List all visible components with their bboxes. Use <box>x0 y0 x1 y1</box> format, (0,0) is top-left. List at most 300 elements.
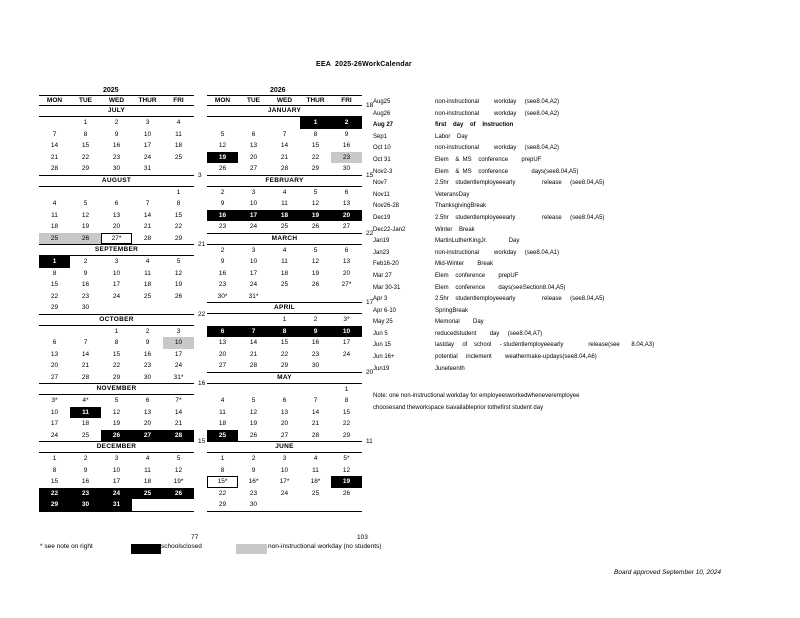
note-date: Jan19 <box>373 238 390 245</box>
day-cell: 29 <box>174 234 183 242</box>
day-cell: 16 <box>311 339 320 346</box>
day-cell: 15* <box>207 476 238 488</box>
note-row <box>373 120 793 132</box>
day-cell: 26 <box>311 281 320 288</box>
day-cell: 27* <box>341 281 352 288</box>
month-june <box>207 438 373 512</box>
day-cell: 29 <box>81 165 90 172</box>
day-cell: 5 <box>313 246 318 254</box>
day-cell <box>269 384 300 396</box>
day-cell: 15 <box>342 408 351 416</box>
month-name: APRIL <box>207 303 362 314</box>
month-may <box>207 368 374 443</box>
day-cell: 2 <box>83 258 88 265</box>
note-text: Juneteenth <box>435 365 465 372</box>
note-date: Nov11 <box>373 191 390 198</box>
legend-noninstructional-label: non-instructional workday (no students) <box>268 543 382 550</box>
day-cell: 4* <box>82 397 89 404</box>
day-cell: 7 <box>238 326 269 338</box>
note-row <box>373 271 793 283</box>
day-cell: 13 <box>50 350 59 358</box>
note-row <box>373 167 793 179</box>
day-cell: 4 <box>282 246 287 254</box>
month-name: FEBRUARY <box>207 176 362 187</box>
day-cell: 21 <box>143 223 152 230</box>
note-text: Elem & MS conference days(see8.04,A5) <box>435 168 579 175</box>
note-text: Elem & MS conference prepUF <box>435 156 542 163</box>
day-cell: 29 <box>50 304 59 311</box>
day-cell: 19 <box>331 476 362 488</box>
day-cell: 4 <box>220 397 225 404</box>
day-cell: 15 <box>50 281 59 288</box>
day-cell: 31 <box>101 499 132 511</box>
day-header: WED <box>276 97 293 104</box>
day-cell: 6 <box>344 188 349 196</box>
note-date: Jun 5 <box>373 330 388 337</box>
day-cell: 10 <box>112 466 121 474</box>
day-cell: 27 <box>249 165 258 172</box>
day-cell: 24 <box>249 281 258 288</box>
note-row <box>373 97 793 109</box>
day-cell <box>207 384 238 396</box>
calendar-right <box>207 102 374 512</box>
day-cell: 15 <box>112 350 121 358</box>
day-cell: 15 <box>81 142 90 149</box>
day-cell: 7 <box>52 130 57 138</box>
day-cell: 17 <box>238 210 269 222</box>
day-cell: 16 <box>218 269 227 277</box>
day-cell <box>70 187 101 199</box>
note-row <box>373 340 793 352</box>
day-cell: 13 <box>143 408 152 416</box>
day-cell: 16 <box>143 350 152 358</box>
day-cell: 10 <box>249 258 258 265</box>
day-cell: 23 <box>331 152 362 164</box>
day-cell <box>269 499 300 511</box>
day-cell: 26 <box>163 488 194 500</box>
note-text: non-instructional workday (see8.04,A1) <box>435 249 560 256</box>
day-cell: 24 <box>280 489 289 497</box>
month-december <box>39 438 206 512</box>
day-cell: 13 <box>342 258 351 265</box>
day-cell <box>207 117 238 129</box>
day-cell: 31* <box>173 373 184 381</box>
note-row <box>373 248 793 260</box>
month-july <box>39 106 194 176</box>
day-header: WED <box>108 97 125 104</box>
day-cell: 7* <box>175 397 182 404</box>
day-cell: 2 <box>145 327 150 335</box>
day-cell: 1 <box>344 385 349 393</box>
day-cell <box>39 187 70 199</box>
day-cell: 5 <box>251 397 256 404</box>
day-cell: 6 <box>344 246 349 254</box>
note-date: Jun 15 <box>373 342 392 349</box>
day-cell: 1 <box>220 455 225 462</box>
month-workday-count: 15 <box>198 438 206 445</box>
day-cell <box>300 499 331 511</box>
day-cell: 30 <box>249 501 258 508</box>
day-cell: 23 <box>311 350 320 358</box>
day-cell: 5 <box>83 200 88 207</box>
day-cell: 6 <box>251 130 256 138</box>
day-cell: 26 <box>218 165 227 172</box>
day-cell <box>238 117 269 129</box>
day-header: MON <box>214 97 231 104</box>
note-date: May 25 <box>373 319 393 326</box>
day-cell: 17 <box>112 478 121 485</box>
footnote-line-1: Note: one non-instructional workday for employeeswork​edwhenever​employee <box>373 393 580 399</box>
day-cell: 3 <box>145 119 150 126</box>
day-cell: 1 <box>52 455 57 462</box>
day-cell: 18* <box>310 478 321 485</box>
month-workday-count: 11 <box>366 438 373 445</box>
day-cell: 30 <box>70 499 101 511</box>
note-row <box>373 283 793 295</box>
day-cell: 14 <box>174 408 183 416</box>
day-cell: 30* <box>217 292 228 300</box>
day-cell <box>39 117 70 129</box>
day-cell: 29 <box>311 165 320 172</box>
day-cell: 27 <box>280 431 289 439</box>
note-text: Labor Day <box>435 133 468 140</box>
day-cell: 12 <box>218 142 227 149</box>
day-cell <box>132 302 163 314</box>
day-cell: 26 <box>174 292 183 300</box>
day-cell: 14 <box>280 142 289 149</box>
day-cell: 22 <box>174 223 183 230</box>
day-cell: 5 <box>313 188 318 196</box>
day-cell: 18 <box>143 281 152 288</box>
day-cell <box>163 163 194 175</box>
note-date: Mar 30-31 <box>373 284 401 291</box>
day-cell: 30 <box>143 373 152 381</box>
day-header: THUR <box>138 97 157 104</box>
day-cell: 25 <box>280 281 289 288</box>
day-cell: 26 <box>342 489 351 497</box>
note-date: Aug26 <box>373 110 391 117</box>
month-name: SEPTEMBER <box>39 245 194 256</box>
day-cell: 1 <box>83 119 88 126</box>
day-cell: 22 <box>342 420 351 427</box>
day-cell: 10 <box>112 269 121 277</box>
day-cell: 2 <box>313 316 318 323</box>
day-cell: 19 <box>249 420 258 427</box>
note-date: Mar 27 <box>373 272 392 279</box>
day-cell: 2 <box>83 455 88 462</box>
note-row <box>373 178 793 190</box>
day-cell: 10 <box>249 200 258 207</box>
day-cell: 16 <box>81 281 90 288</box>
day-cell: 29 <box>280 362 289 369</box>
note-text: 2.5hr studentlemployeeearly release (see8.04,A5) <box>435 214 605 221</box>
day-cell: 24 <box>342 350 351 358</box>
day-cell: 20 <box>249 153 258 161</box>
day-cell: 8 <box>83 130 88 138</box>
day-cell: 8 <box>114 339 119 346</box>
month-name: NOVEMBER <box>39 384 194 395</box>
day-cell: 11 <box>144 269 151 277</box>
note-text: reducedstudent day (see8.04,A7) <box>435 330 543 337</box>
day-cell: 15 <box>280 339 289 346</box>
board-approval: Board approved September 10, 2024 <box>614 569 721 576</box>
note-row <box>373 155 793 167</box>
day-cell: 28 <box>81 373 90 381</box>
day-cell: 7 <box>145 200 150 207</box>
day-cell: 19* <box>173 478 184 485</box>
day-cell <box>331 291 362 303</box>
page-title: EEA 2025-26WorkCalendar <box>316 61 412 68</box>
day-cell: 20 <box>342 269 351 277</box>
day-cell: 3 <box>282 455 287 462</box>
day-cell: 24 <box>112 292 121 300</box>
month-name: JULY <box>39 106 194 117</box>
day-cell: 14 <box>81 350 90 358</box>
day-cell: 9 <box>83 269 88 277</box>
note-row <box>373 306 793 318</box>
day-cell: 19 <box>300 210 331 222</box>
day-cell: 17* <box>279 478 290 485</box>
day-cell: 8 <box>313 130 318 138</box>
day-cell <box>269 291 300 303</box>
note-row <box>373 329 793 341</box>
day-cell: 26 <box>70 233 101 245</box>
day-cell: 18 <box>143 478 152 485</box>
day-cell: 26 <box>311 223 320 230</box>
day-cell: 24 <box>174 362 183 369</box>
day-cell: 6 <box>282 397 287 404</box>
day-cell: 13 <box>280 408 289 416</box>
day-cell: 12 <box>342 466 351 474</box>
day-header-left <box>39 95 194 106</box>
month-name: AUGUST <box>39 176 194 187</box>
day-cell: 25 <box>143 292 152 300</box>
notes-list <box>373 97 793 375</box>
day-cell: 2 <box>114 119 119 126</box>
day-cell: 11 <box>281 258 288 265</box>
day-cell: 3 <box>251 188 256 196</box>
day-cell: 24 <box>249 223 258 230</box>
note-text: 2.5hr studentlemployeeearly release (see8.04,A5) <box>435 296 605 303</box>
day-cell: 6 <box>52 339 57 346</box>
note-date: Apr 3 <box>373 296 388 303</box>
day-cell: 23 <box>218 281 227 288</box>
day-cell: 25 <box>311 489 320 497</box>
note-date: Apr 6-10 <box>373 307 397 314</box>
day-cell: 22 <box>50 292 59 300</box>
day-cell <box>331 499 362 511</box>
month-name: JANUARY <box>207 106 362 117</box>
day-cell: 17 <box>112 281 121 288</box>
note-text: Memorial Day <box>435 319 484 326</box>
day-cell: 1 <box>282 316 287 323</box>
note-date: Oct 10 <box>373 145 391 152</box>
day-cell <box>163 302 194 314</box>
day-cell: 4 <box>313 455 318 462</box>
day-cell: 29 <box>342 431 351 439</box>
day-cell: 20 <box>50 362 59 369</box>
day-cell: 16 <box>112 142 121 149</box>
day-cell: 14 <box>311 408 320 416</box>
day-cell: 1 <box>300 117 331 129</box>
day-cell: 28 <box>143 234 152 242</box>
day-cell: 14 <box>50 142 59 149</box>
day-cell: 30 <box>311 362 320 369</box>
day-cell: 13 <box>342 200 351 207</box>
day-cell: 17 <box>249 269 258 277</box>
day-cell: 1 <box>39 256 70 268</box>
day-cell: 23 <box>112 153 121 161</box>
day-cell: 21 <box>174 420 183 427</box>
day-cell <box>238 384 269 396</box>
day-cell: 23 <box>218 223 227 230</box>
day-cell: 22 <box>218 489 227 497</box>
note-date: Aug25 <box>373 99 391 105</box>
day-cell: 20 <box>143 420 152 427</box>
month-april <box>207 299 374 373</box>
note-text: ThanksgivingBreak <box>435 203 487 210</box>
day-cell: 22 <box>311 153 320 161</box>
day-cell: 9 <box>220 258 225 265</box>
day-cell: 7 <box>282 130 287 138</box>
month-workday-count: 15 <box>366 171 374 179</box>
day-cell: 9 <box>114 130 119 138</box>
day-cell: 21 <box>81 362 90 369</box>
day-cell: 20 <box>218 350 227 358</box>
day-cell: 8 <box>52 466 57 474</box>
note-row <box>373 352 793 364</box>
day-cell: 22 <box>81 153 90 161</box>
month-name: MAY <box>207 373 362 384</box>
day-cell: 19 <box>311 269 320 277</box>
note-row <box>373 364 793 376</box>
day-cell: 29 <box>112 373 121 381</box>
day-cell: 19 <box>112 420 121 427</box>
note-date: Nov7 <box>373 180 388 187</box>
legend-closed-label: schoolsclosed <box>161 543 202 550</box>
month-august <box>39 171 202 246</box>
note-date: Aug 27 <box>373 122 394 129</box>
year-right: 2026 <box>270 87 286 94</box>
day-cell: 17 <box>174 350 183 358</box>
month-workday-count: 18 <box>366 102 374 109</box>
day-cell: 22 <box>39 488 70 500</box>
day-cell <box>269 117 300 129</box>
day-cell: 7 <box>83 339 88 346</box>
day-cell: 25 <box>207 430 238 442</box>
day-cell: 11 <box>175 130 182 138</box>
total-left: 77 <box>191 534 199 541</box>
day-cell: 17 <box>50 420 59 427</box>
day-cell: 20 <box>331 210 362 222</box>
day-cell: 18 <box>280 269 289 277</box>
day-cell: 13 <box>249 142 258 149</box>
note-text: 2.5hr studentlemployeeearly release (see8.04,A5) <box>435 180 605 187</box>
day-cell: 1 <box>114 327 119 335</box>
month-name: MARCH <box>207 234 362 245</box>
note-date: Dec22-Jan2 <box>373 226 406 233</box>
day-cell: 12 <box>311 258 320 265</box>
footnote-line-2: choosesand theworkspace isavailableprior tothefirst student day <box>373 404 544 411</box>
day-cell: 18 <box>81 420 90 427</box>
note-row <box>373 225 793 237</box>
day-cell: 21 <box>249 350 258 358</box>
day-cell: 15 <box>174 211 183 219</box>
day-cell <box>331 360 362 372</box>
day-cell: 9 <box>251 466 256 474</box>
day-cell: 4 <box>282 188 287 196</box>
note-date: Dec19 <box>373 214 391 221</box>
day-cell: 10 <box>331 326 362 338</box>
month-workday-count: 17 <box>366 299 374 306</box>
legend-asterisk: * see note on right <box>40 543 93 550</box>
month-september <box>39 241 206 315</box>
day-cell: 8 <box>344 397 349 404</box>
day-header-right <box>207 95 362 106</box>
day-cell: 29 <box>39 499 70 511</box>
note-row <box>373 201 793 213</box>
day-cell: 18 <box>174 142 183 149</box>
day-cell: 7 <box>313 397 318 404</box>
day-cell: 14 <box>249 339 258 346</box>
month-workday-count: 21 <box>198 241 206 248</box>
calendar-left <box>39 106 206 512</box>
day-cell: 18 <box>50 223 59 230</box>
month-workday-count: 20 <box>366 368 374 376</box>
note-text: SpringBreak <box>435 307 469 314</box>
day-cell: 28 <box>249 362 258 369</box>
note-text: potential inclement weathermake-updays(see8.04,A6) <box>435 354 597 361</box>
day-cell: 3 <box>251 246 256 254</box>
month-workday-count: 22 <box>198 310 206 318</box>
note-text: Elem conference prepUF <box>435 272 519 279</box>
day-cell: 11 <box>219 408 226 416</box>
day-cell: 9 <box>83 466 88 474</box>
day-cell: 30 <box>112 165 121 172</box>
day-cell: 25 <box>132 488 163 500</box>
day-cell: 5 <box>176 258 181 265</box>
day-cell: 27 <box>342 223 351 230</box>
day-cell <box>300 384 331 396</box>
note-row <box>373 190 793 202</box>
day-cell: 4 <box>145 455 150 462</box>
day-cell: 16 <box>207 210 238 222</box>
day-cell: 16 <box>81 478 90 485</box>
legend-noninstructional-swatch <box>236 544 267 554</box>
day-cell: 15 <box>50 478 59 485</box>
day-cell: 2 <box>251 455 256 462</box>
day-cell: 18 <box>218 420 227 427</box>
note-date: Feb16-20 <box>373 261 399 268</box>
day-cell: 19 <box>174 281 183 288</box>
day-cell: 6 <box>207 326 238 338</box>
note-date: Nov2-3 <box>373 168 393 175</box>
day-cell <box>132 187 163 199</box>
day-cell: 8 <box>220 466 225 474</box>
note-row <box>373 259 793 271</box>
note-text: MartinLutherKingJr. Day <box>435 238 520 245</box>
day-cell: 3 <box>114 455 119 462</box>
day-cell: 31 <box>143 165 152 172</box>
note-text: non-instructional workday (see8.04,A2) <box>435 110 560 117</box>
day-cell: 23 <box>249 489 258 497</box>
day-cell: 24 <box>143 153 152 161</box>
note-date: Jun19 <box>373 365 390 372</box>
day-cell: 2 <box>331 117 362 129</box>
day-cell: 23 <box>70 488 101 500</box>
day-cell: 28 <box>50 165 59 172</box>
day-cell: 21 <box>311 420 320 427</box>
